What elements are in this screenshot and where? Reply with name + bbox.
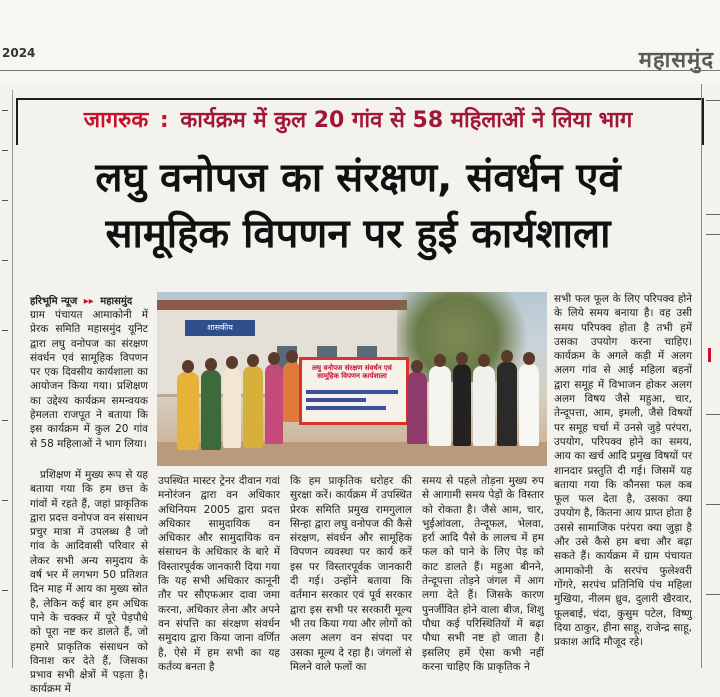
- column-1-intro: ग्राम पंचायत आमाकोनी में प्रेरक समिति महासमुंद यूनिट द्वारा लघु वनोपज का संरक्षण संवर्धन एवं सामूहिक विपणन पर एक दिवसीय कार्यशाला का आयोजन किया गया। प्रशिक्षण का उद्देश्य कार्यक्रम समन्वयक हेमलता राजपूत ने बताया कि इस कार्यक्रम में कुल 20 गांव से 58 महिलाओं ने भाग लिया।: [30, 309, 148, 450]
- left-page-edge: [0, 90, 13, 668]
- column-1-body: प्रशिक्षण में मुख्य रूप से यह बताया गया कि हम छत्त के गांवों में रहते हैं, जहां प्राकृतिक द्वारा प्रदत्त वनोपज वन संसाधन प्रचुर मात्रा में उपलब्ध है जो गांव के आदिवासी परिवार से लेकर सभी अन्य समुदाय के वर्ष भर में लगभग 50 प्रतिशत दिन माह में आय का मुख्य स्रोत है, लेकिन कई बार हम अधिक पाने के चक्कर में पूरे पेड़पौधे को पूरा नष्ट कर डालते हैं, जो हमारे प्राकृतिक संसाधन को विनाश कर देते हैं, जिसका प्रभाव सभी क्षेत्रों में पड़ता है। कार्यक्रम में: [30, 469, 148, 696]
- masthead-strip: [0, 0, 720, 84]
- kicker-text: कार्यक्रम में कुल 20 गांव से 58 महिलाओं ने लिया भाग: [180, 108, 633, 133]
- headline-line-1: लघु वनोपज का संरक्षण, संवर्धन एवं: [95, 155, 621, 201]
- byline-place: महासमुंद: [100, 296, 133, 307]
- column-2: उपस्थित मास्टर ट्रेनर दीवान गवां मनोरंजन द्वारा वन अधिकार अधिनियम 2005 द्वारा प्रदत्त अधिकार सामुदायिक वन अधिकार और सामुदायिक वन संसाधन के अधिकार के बारे में विस्तारपूर्वक जानकारी दिया गया कि यह सभी अधिकार कानूनी तौर पर सौएफआर दावा जमा करना, अधिकार लेना और अपने वन संपत्ति का संरक्षण संवर्धन समुदाय द्वारा किया जाना वर्णित है, ऐसे में हम सभी का यह कर्तव्य बनता है: [158, 475, 280, 673]
- adjacent-story-edge: [701, 84, 720, 668]
- kicker-tag: जागरुक: [83, 108, 149, 133]
- kicker-separator: :: [159, 108, 169, 133]
- headline: [18, 150, 698, 262]
- byline-source: हरिभूमि न्यूज: [30, 296, 78, 307]
- byline-arrow: ▸▸: [83, 296, 94, 307]
- edition-name: महासमुंद: [638, 48, 714, 73]
- column-3: कि हम प्राकृतिक धरोहर की सुरक्षा करें। कार्यक्रम में उपस्थित प्रेरक समिति प्रमुख रामगुलाल सिन्हा द्वारा लघु वनोपज की कैसे संरक्षण, संवर्धन और सामूहिक विपणन व्यवस्था पर कार्य करें इस पर विस्तारपूर्वक जानकारी दी गई। उन्होंने बताया कि वर्तमान सरकार एवं पूर्व सरकार द्वारा इस सभी पर सरकारी मूल्य भी तय किया गया और लोगों को अलग अलग वन संपदा पर उसका मूल्य दे रहा है। जंगलों से मिलने वाले फलों का: [290, 475, 412, 673]
- building-sign: शासकीय: [185, 320, 255, 336]
- kicker-line: [18, 104, 698, 134]
- column-5: सभी फल फूल के लिए परिपक्व होने के लिये समय बनाया है। वह उसी समय परिपक्व होता है तभी हमें उसका उपयोग करना चाहिए। कार्यक्रम के अगले कड़ी में अलग अलग गांव से आई महिला बहनों द्वारा समूह में विभाजन होकर अलग अलग विषय जैसे महुआ, चार, तेन्दूपत्ता, आम, इमली, जैसे विषयों पर समूह चर्चा में उनसे जुड़े परंपरा, उपयोग, परिपक्व होने का समय, आय का खर्च आदि प्रमुख विषयों पर शानदार प्रस्तुति दी गई। जिसमें यह बताया गया कि कौनसा फल कब फूल फल देता है, उसका क्या उपयोग है, कितना आय प्राप्त होता है उससे सामाजिक परंपरा क्या जुड़ा है और उसे कैसे हम बचा और बढ़ा सकते हैं। कार्यक्रम में ग्राम पंचायत आमाकोनी के सरपंच फुलेश्वरी गोंगरे, सरपंच प्रतिनिधि पंच महिला मुखिया, नीलम ध्रुव, दुलारी खैरवार, फूलबाई, चंदा, कुसुम पटेल, विष्णु दिया ठाकुर, हीना साहू, राजेन्द्र साहू, प्रकाश आदि मौजूद रहे।: [554, 293, 693, 649]
- issue-year: 2024: [2, 46, 36, 60]
- headline-line-2: सामूहिक विपणन पर हुई कार्यशाला: [105, 211, 611, 257]
- event-banner: लघु वनोपज संरक्षण संवर्धन एवं सामूहिक विपणन कार्यशाला: [299, 357, 409, 425]
- column-4: समय से पहले तोड़ना मुख्य रुप से आगामी समय पेड़ों के विस्तार को रोकता है। जैसे आम, चार, भुईआंवला, तेन्दूफल, भेलवा, हर्रा आदि पैसे के लालच में हम फल को पाने के लिए पेड़ को काट डालते हैं। महुआ बीनने, तेन्दूपत्ता तोड़ने जंगल में आग लगा देते हैं। जिसके कारण पुनर्जीवित होने वाला बीज, शिशु पौधा कई परिस्थितियों में बढ़ा पौधा सभी नष्ट हो जाता है। इसलिए हमें ऐसा कभी नहीं करना चाहिए कि प्राकृतिक ने: [422, 475, 544, 673]
- masthead-rule: [0, 70, 720, 71]
- event-photo: [157, 292, 547, 466]
- byline: [30, 293, 132, 307]
